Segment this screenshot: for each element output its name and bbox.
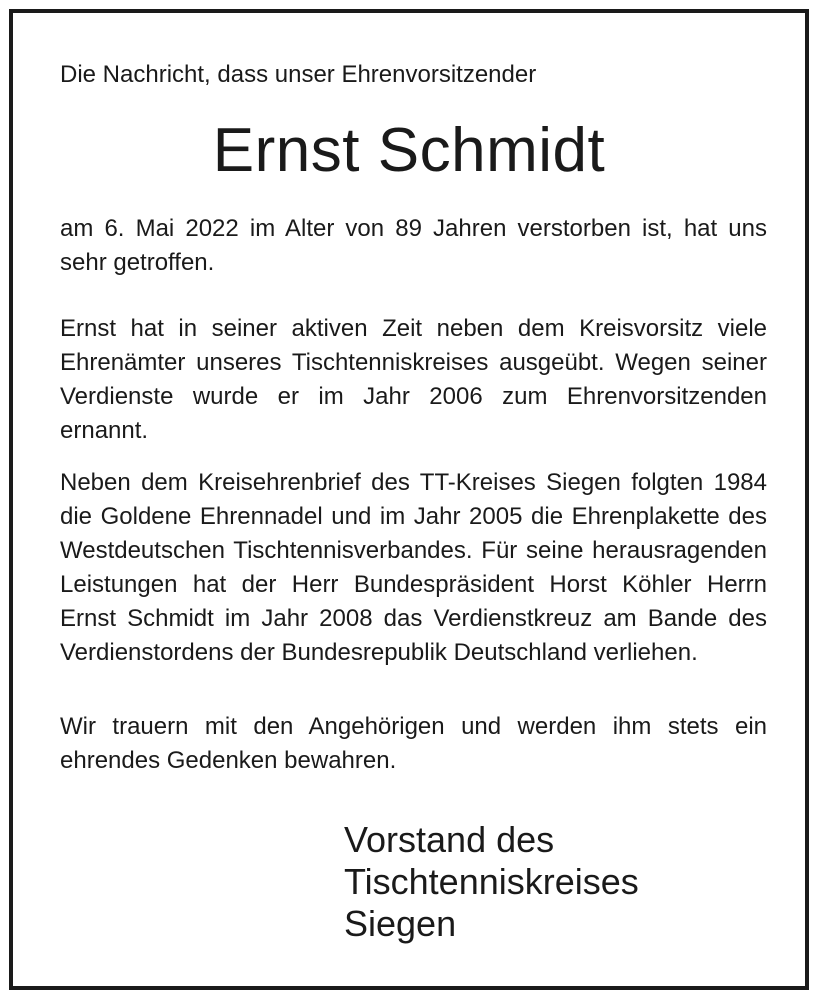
- deceased-name: Ernst Schmidt: [212, 116, 606, 185]
- signature-block: [344, 819, 639, 945]
- paragraph-death-announcement: am 6. Mai 2022 im Alter von 89 Jahren verstorben ist, hat uns sehr getroffen.: [60, 215, 767, 276]
- intro-text: Die Nachricht, dass unser Ehrenvorsitzender: [60, 61, 537, 88]
- paragraph-mourning: Wir trauern mit den Angehörigen und werden ihm stets ein ehrendes Gedenken bewahren.: [60, 713, 767, 774]
- paragraph-honorary-offices: Ernst hat in seiner aktiven Zeit neben dem Kreisvorsitz viele Ehrenämter unseres Tischtenniskreises ausgeübt. Wegen seiner Verdienste wurde er im Jahr 2006 zum Ehrenvorsitzenden ernannt.: [60, 315, 767, 444]
- paragraph-awards: Neben dem Kreisehrenbrief des TT-Kreises Siegen folgten 1984 die Goldene Ehrennadel und im Jahr 2005 die Ehrenplakette des Westdeutschen Tischtennisverbandes. Für seine herausragenden Leistungen hat der Herr Bundespräsident Horst Köhler Herrn Ernst Schmidt im Jahr 2008 das Verdienstkreuz am Bande des Verdienstordens der Bundesrepublik Deutschland verliehen.: [60, 469, 767, 666]
- signature-line: Vorstand des: [344, 819, 555, 860]
- obituary-notice: [9, 9, 809, 990]
- signature-line: Tischtenniskreises: [344, 861, 639, 902]
- signature-line: Siegen: [344, 903, 457, 944]
